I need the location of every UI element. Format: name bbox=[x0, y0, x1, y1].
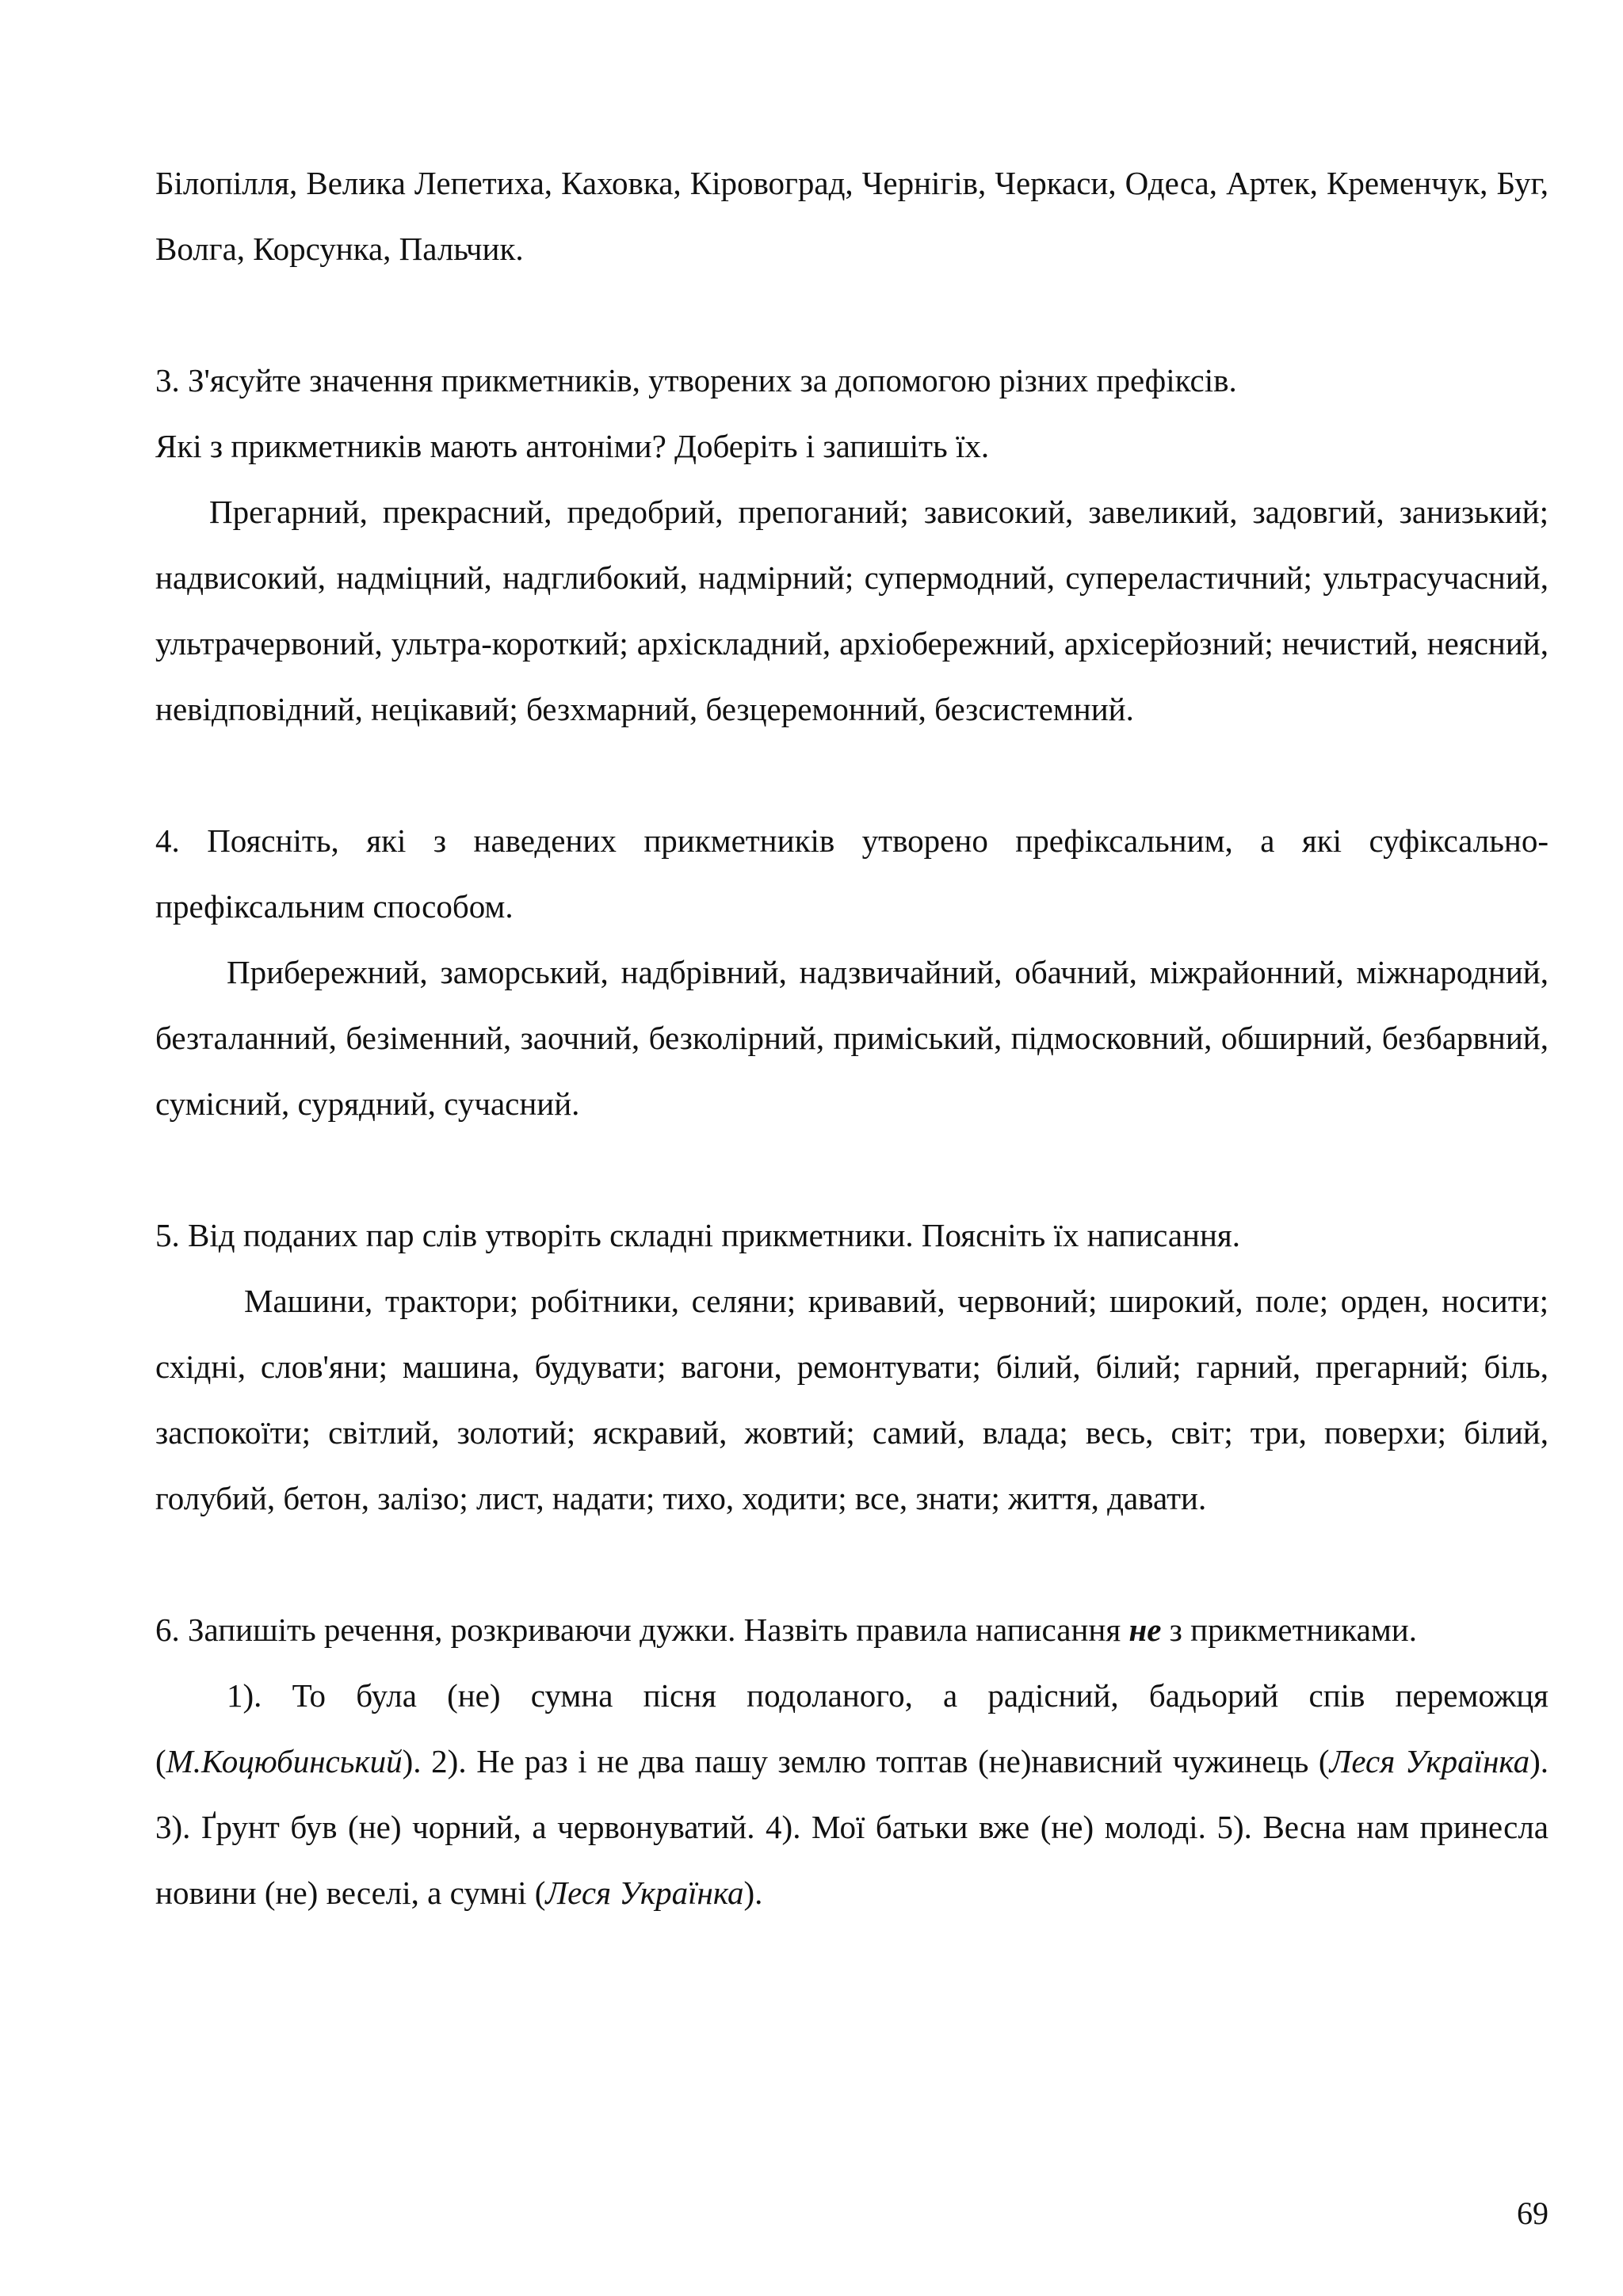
page-number: 69 bbox=[1517, 2195, 1549, 2231]
task6-heading bbox=[155, 1597, 1549, 1663]
task6-heading-emphasis: не bbox=[1128, 1611, 1162, 1648]
spacer bbox=[155, 1531, 1549, 1597]
author-citation: Леся Українка bbox=[1329, 1743, 1530, 1779]
sentence-end: ). bbox=[743, 1875, 763, 1911]
task3-heading-line2: Які з прикметників мають антоніми? Доберіть і запишіть їх. bbox=[155, 428, 990, 464]
sentence-1: 1). То була (не) сумна пісня подоланого, а радісний, бадьорий спів переможця ( bbox=[155, 1677, 1549, 1779]
task6-heading-text-end: з прикметниками. bbox=[1161, 1611, 1417, 1648]
spacer bbox=[155, 282, 1549, 348]
task4-words: Прибережний, заморський, надбрівний, надзвичайний, обачний, міжрайонний, міжнародний, безталанний, безіменний, заочний, безколірний, приміський, підмосковний, обширний, безбарвний, сумісний, сурядний, сучасний. bbox=[155, 954, 1549, 1122]
spacer bbox=[155, 1137, 1549, 1203]
task3-heading-line1: 3. З'ясуйте значення прикметників, утворених за допомогою різних префіксів. bbox=[155, 362, 1237, 399]
author-citation: М.Коцюбинський bbox=[166, 1743, 403, 1779]
sentence-2: ). 2). Не раз і не два пашу землю топтав (не)нависний чужинець ( bbox=[402, 1743, 1330, 1779]
document-page bbox=[155, 151, 1549, 1926]
author-citation: Леся Українка bbox=[545, 1875, 744, 1911]
task6-heading-text: 6. Запишіть речення, розкриваючи дужки. Назвіть правила написання bbox=[155, 1611, 1129, 1648]
task5-words: Машини, трактори; робітники, селяни; кривавий, червоний; широкий, поле; орден, носити; східні, слов'яни; машина, будувати; вагони, ремонтувати; білий, білий; гарний, прегарний; біль, заспокоїти; світлий, золотий; яскравий, жовтий; самий, влада; весь, світ; три, поверхи; білий, голубий, бетон, залізо; лист, надати; тихо, ходити; все, знати; життя, давати. bbox=[155, 1283, 1549, 1516]
intro-paragraph: Білопілля, Велика Лепетиха, Каховка, Кіровоград, Чернігів, Черкаси, Одеса, Артек, Кременчук, Буг, Волга, Корсунка, Пальчик. bbox=[155, 165, 1549, 267]
task4-heading: 4. Поясніть, які з наведених прикметників утворено префіксальним, а які суфіксально-префіксальним способом. bbox=[155, 822, 1549, 925]
sentences-3-5: ). 3). Ґрунт був (не) чорний, а червонуватий. 4). Мої батьки вже (не) молоді. 5). Весна нам принесла новини (не) веселі, а сумні ( bbox=[155, 1743, 1549, 1911]
task6-sentences bbox=[155, 1663, 1549, 1926]
spacer bbox=[155, 742, 1549, 808]
task3-words: Прегарний, прекрасний, предобрий, препоганий; зависокий, завеликий, задовгий, занизький; надвисокий, надміцний, надглибокий, надмірний; супермодний, супереластичний; ультрасучасний, ультрачервоний, ультра-короткий; архіскладний, архіобережний, архісерйозний; нечистий, неясний, невідповідний, нецікавий; безхмарний, безцеремонний, безсистемний. bbox=[155, 494, 1549, 727]
task5-heading: 5. Від поданих пар слів утворіть складні прикметники. Поясніть їх написання. bbox=[155, 1217, 1241, 1253]
